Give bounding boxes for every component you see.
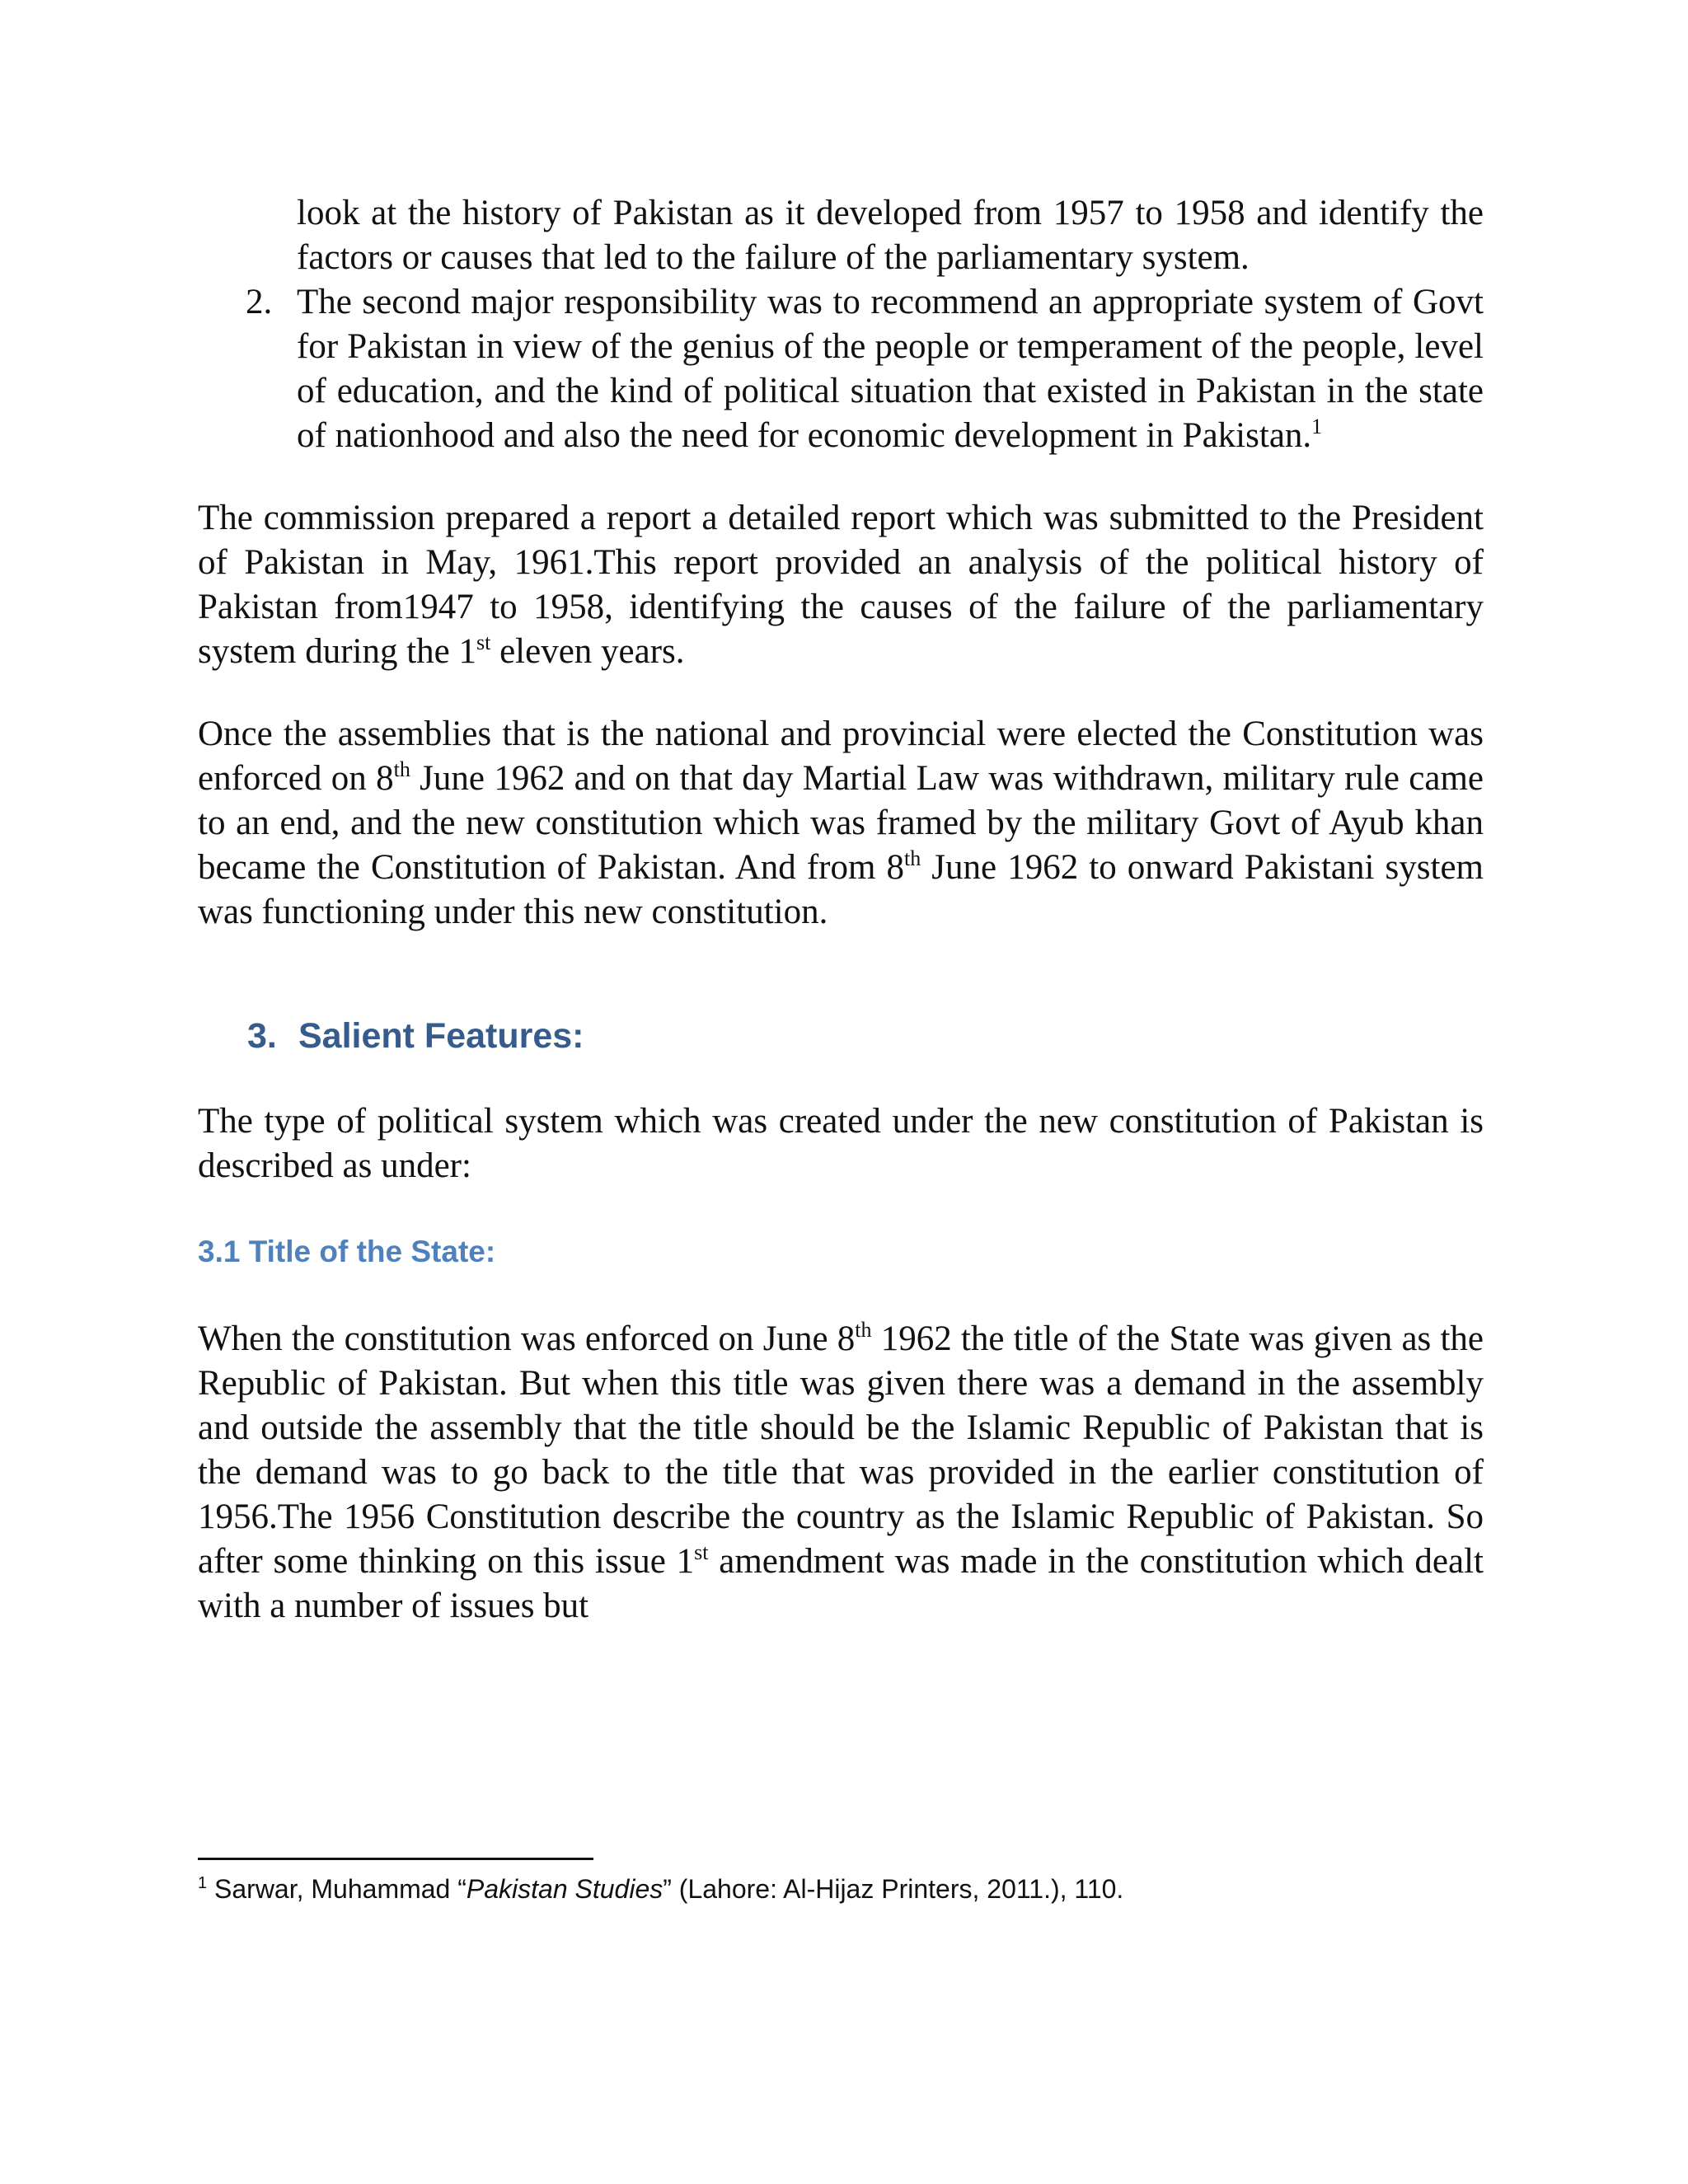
footnote-book-title: Pakistan Studies xyxy=(466,1874,663,1904)
list-item-1-continuation: look at the history of Pakistan as it developed from 1957 to 1958 and identify the factors or causes that led to the failure of the parliamentary system. xyxy=(297,194,1484,277)
assemblies-paragraph: Once the assemblies that is the national and provincial were elected the Constitution was enforced on 8th June 1962 and on that day Martial Law was withdrawn, military rule came to an end, and the new constitution which was framed by the military Govt of Ayub khan became the Constitution of Pakistan. And from 8th June 1962 to onward Pakistani system was functioning under this new constitution. xyxy=(198,715,1484,931)
footnote: $^1$ Sarwar, Muhammad “Pakistan Studies” (Lahore: Al-Hijaz Printers, 2011.), 110. xyxy=(198,1874,1124,1904)
footnote-marker: 1 xyxy=(198,1874,208,1892)
commission-report-paragraph: The commission prepared a report a detailed report which was submitted to the President of Pakistan in May, 1961.This report provided an analysis of the political history of Pakistan from1947 to 1958, identifying the causes of the failure of the parliamentary system during the 1st eleven years. xyxy=(198,499,1484,671)
salient-features-intro: The type of political system which was created under the new constitution of Pakistan is described as under: xyxy=(198,1102,1484,1185)
numbered-list xyxy=(198,191,1484,458)
subsection-heading-title-of-state: 3.1 Title of the State: xyxy=(198,1235,496,1268)
title-of-state-paragraph: When the constitution was enforced on June 8th 1962 the title of the State was given as the Republic of Pakistan. But when this title was given there was a demand in the assembly and outside the assembly that the title should be the Islamic Republic of Pakistan that is the demand was to go back to the title that was provided in the earlier constitution of 1956.The 1956 Constitution describe the country as the Islamic Republic of Pakistan. So after some thinking on this issue 1st amendment was made in the constitution which dealt with a number of issues but xyxy=(198,1318,1484,1625)
list-item-number: 2. xyxy=(246,283,273,321)
footnote-separator xyxy=(198,1858,593,1860)
footnote-reference[interactable]: 1 xyxy=(1311,415,1323,438)
section-heading-salient-features: 3. Salient Features: xyxy=(247,1016,584,1056)
document-page xyxy=(198,191,1484,1629)
list-item-2: 2. The second major responsibility was to recommend an appropriate system of Govt for Pakistan in view of the genius of the people or temperament of the people, level of education, and the kind of political situation that existed in Pakistan in the state of nationhood and also the need for economic development in Pakistan.$^1$ xyxy=(297,280,1484,458)
